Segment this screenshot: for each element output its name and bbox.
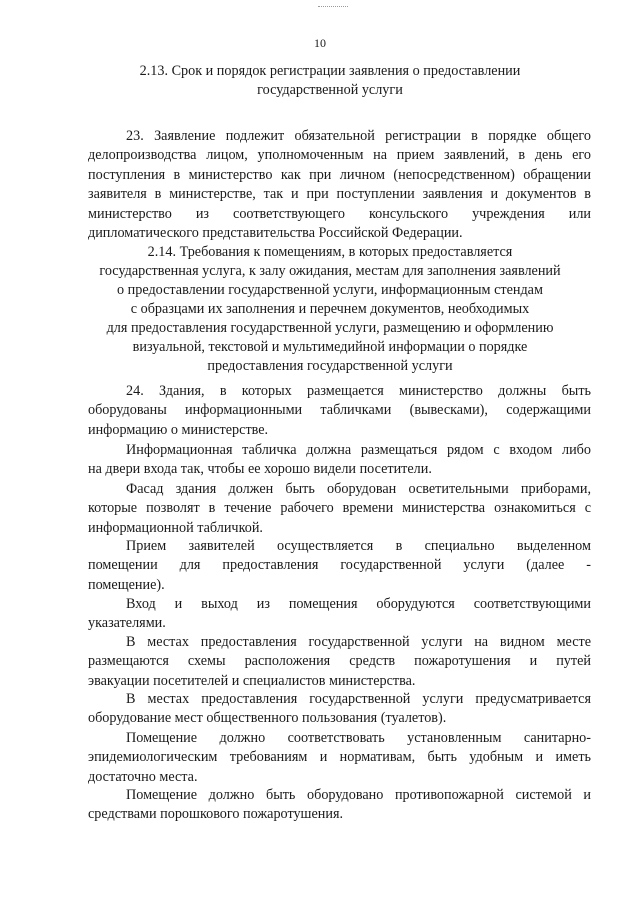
heading-line: с образцами их заполнения и перечнем документов, необходимых bbox=[130, 301, 530, 317]
heading-line: государственная услуга, к залу ожидания, местам для заполнения заявлений bbox=[99, 263, 561, 279]
text-line: делопроизводства лицом, уполномоченным на прием заявлений, в день его bbox=[88, 147, 591, 164]
page-number: 10 bbox=[314, 36, 326, 50]
text-line: на двери входа так, чтобы ее хорошо видели посетители. bbox=[88, 461, 432, 478]
paragraph-toilets bbox=[88, 690, 591, 729]
text-line: Фасад здания должен быть оборудован осветительными приборами, bbox=[126, 481, 591, 497]
text-line: Помещение должно быть оборудовано противопожарной системой и bbox=[126, 787, 591, 803]
text-line: Помещение должно соответствовать установленным санитарно- bbox=[126, 730, 591, 746]
text-line: эпидемиологическим требованиям и нормативам, быть удобным и иметь bbox=[88, 749, 591, 766]
section-2-14-heading bbox=[60, 243, 600, 376]
text-line: 23. Заявление подлежит обязательной регистрации в порядке общего bbox=[126, 128, 591, 144]
paragraph-fire-schemes bbox=[88, 633, 591, 691]
section-2-13-heading bbox=[60, 62, 600, 100]
heading-line: государственной услуги bbox=[257, 82, 403, 98]
text-line: заявителя в министерстве, так и при поступлении заявления и документов в bbox=[88, 186, 591, 203]
text-line: размещаются схемы расположения средств пожаротушения и путей bbox=[88, 653, 591, 670]
text-line: средствами порошкового пожаротушения. bbox=[88, 806, 344, 823]
text-line: указателями. bbox=[88, 615, 166, 632]
text-line: достаточно места. bbox=[88, 768, 198, 785]
paragraph-sanitary bbox=[88, 729, 591, 787]
heading-line: предоставления государственной услуги bbox=[207, 358, 453, 374]
paragraph-reception bbox=[88, 537, 591, 595]
heading-line: 2.14. Требования к помещениям, в которых предоставляется bbox=[147, 244, 513, 260]
text-line: эвакуации посетителей и специалистов министерства. bbox=[88, 672, 416, 689]
text-line: помещении для предоставления государственной услуги (далее - bbox=[88, 557, 591, 574]
text-line: Прием заявителей осуществляется в специально выделенном bbox=[126, 538, 591, 554]
paragraph-facade bbox=[88, 480, 591, 538]
text-line: помещение). bbox=[88, 576, 165, 593]
heading-line: о предоставлении государственной услуги, информационным стендам bbox=[117, 282, 543, 298]
text-line: Вход и выход из помещения оборудуются соответствующими bbox=[126, 596, 591, 612]
heading-line: визуальной, текстовой и мультимедийной информации о порядке bbox=[132, 339, 528, 355]
text-line: министерство из соответствующего консульского учреждения или bbox=[88, 205, 591, 222]
text-line: информационной табличкой. bbox=[88, 519, 263, 536]
paragraph-information-sign bbox=[88, 441, 591, 480]
paragraph-23 bbox=[88, 127, 591, 243]
text-line: оборудование мест общественного пользования (туалетов). bbox=[88, 710, 447, 727]
text-line: дипломатического представительства Российской Федерации. bbox=[88, 225, 463, 242]
scan-artifact bbox=[318, 6, 348, 10]
heading-line: для предоставления государственной услуги, размещению и оформлению bbox=[106, 320, 554, 336]
paragraph-fire-system bbox=[88, 786, 591, 825]
text-line: поступления в министерство как при личном (непосредственном) обращении bbox=[88, 166, 591, 183]
text-line: которые позволят в течение рабочего времени министерства ознакомиться с bbox=[88, 500, 591, 517]
heading-line: 2.13. Срок и порядок регистрации заявления о предоставлении bbox=[139, 63, 521, 79]
text-line: В местах предоставления государственной услуги на видном месте bbox=[126, 634, 591, 650]
text-line: Информационная табличка должна размещаться рядом с входом либо bbox=[126, 442, 591, 458]
text-line: 24. Здания, в которых размещается министерство должны быть bbox=[126, 383, 591, 399]
text-line: информацию о министерстве. bbox=[88, 421, 269, 438]
paragraph-24 bbox=[88, 382, 591, 440]
text-line: оборудованы информационными табличками (вывесками), содержащими bbox=[88, 402, 591, 419]
paragraph-entry-exit bbox=[88, 595, 591, 634]
text-line: В местах предоставления государственной услуги предусматривается bbox=[126, 691, 591, 707]
